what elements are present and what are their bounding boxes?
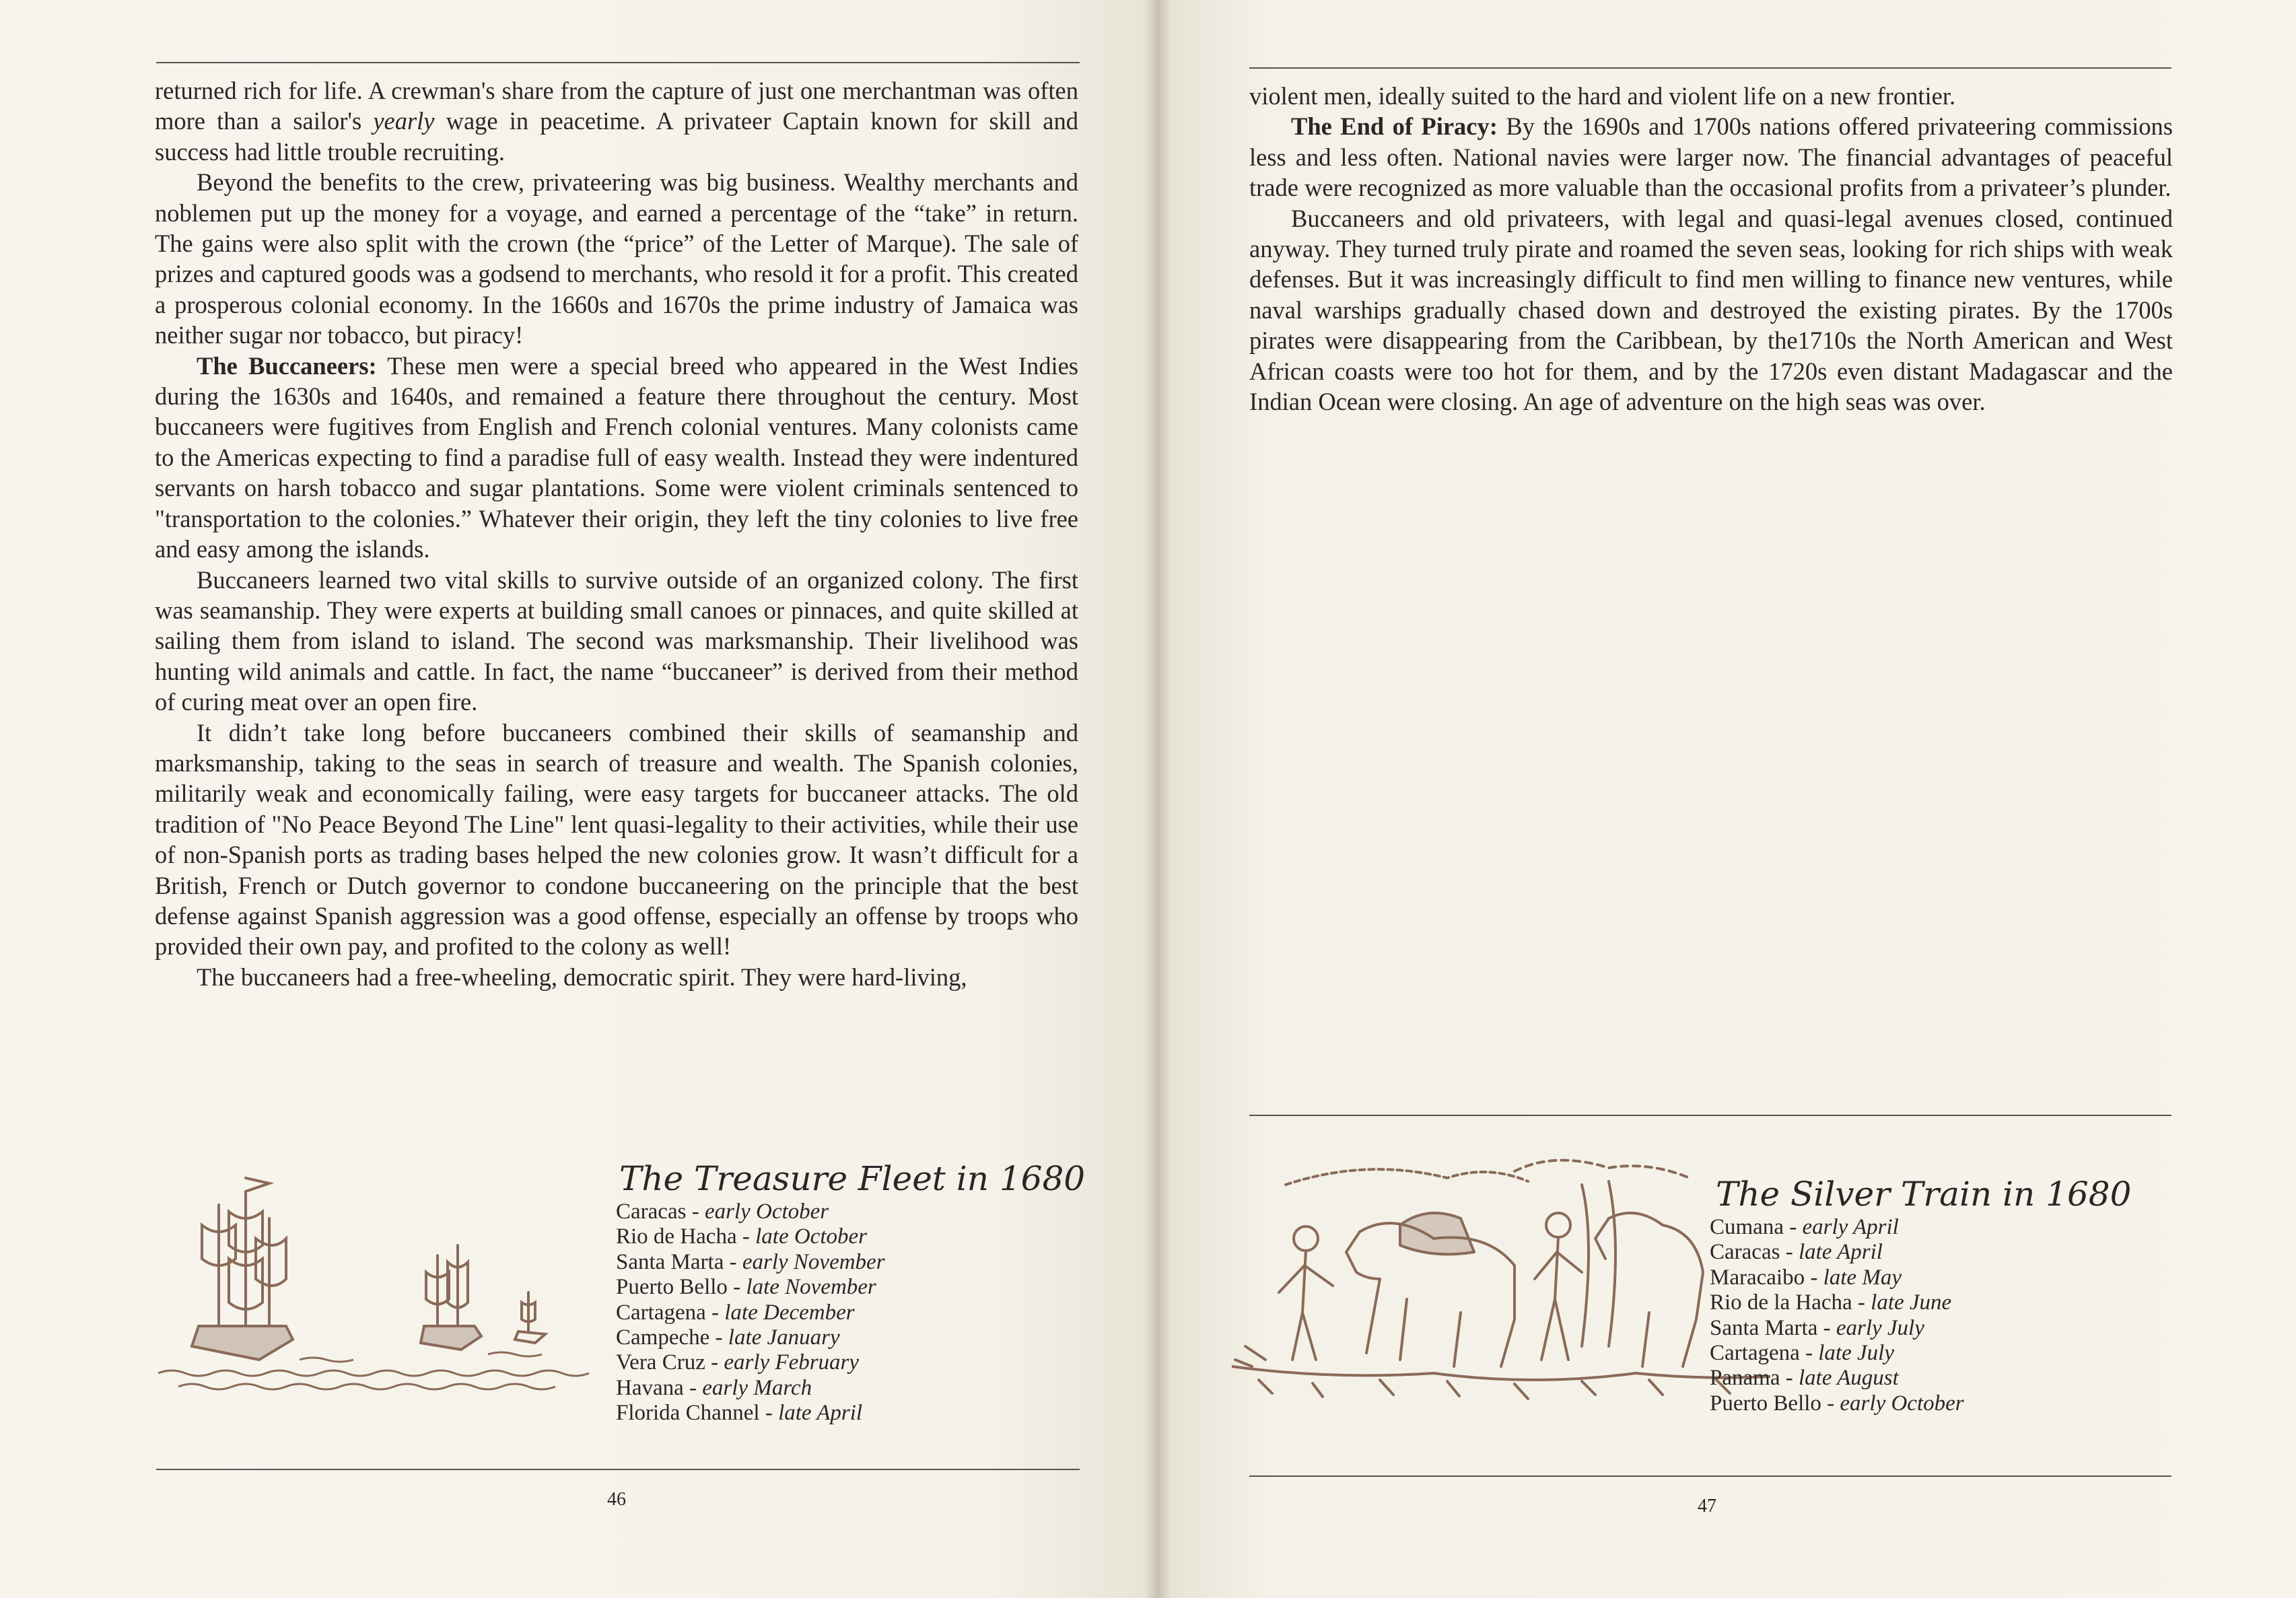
section-heading: The Buccaneers: xyxy=(197,351,377,380)
right-page xyxy=(1155,0,2296,1598)
emphasis: yearly xyxy=(373,107,435,135)
list-item: Santa Marta - early July xyxy=(1710,1315,1924,1340)
paragraph: Buccaneers learned two vital skills to survive outside of an organized colony. The first was seamanship. They were experts at building small canoes or pinnaces, and quite skilled at sailing them from island to island. The second was marksmanship. Their livelihood was hunting wild animals and cattle. In fact, the name “buccaneer” is derived from their method of curing meat over an open fire. xyxy=(155,565,1078,716)
paragraph: violent men, ideally suited to the hard and violent life on a new frontier. xyxy=(1249,82,1956,110)
list-item: Rio de Hacha - late October xyxy=(616,1224,867,1249)
list-item: Puerto Bello - late November xyxy=(616,1275,876,1300)
silver-train-list xyxy=(1710,1215,1964,1416)
paragraph: It didn’t take long before buccaneers combined their skills of seamanship and marksmanship, taking to the seas in search of treasure and wealth. The Spanish colonies, militarily weak and economically failing, were easy targets for buccaneer attacks. The old tradition of "No Peace Beyond The Line" lent quasi-legality to their activities, while their use of non-Spanish ports as trading bases helped the new colonies grow. It wasn’t difficult for a British, French or Dutch governor to condone buccaneering on the principle that the best defense against Spanish aggression was a good offense, especially an offense by troops who provided their own pay, and profited to the colony as well! xyxy=(155,718,1078,961)
paragraph: The Buccaneers: These men were a special breed who appeared in the West Indies during the 1630s and 1640s, and remained a feature there throughout the century. Most buccaneers were fugitives from English and French colonial ventures. Many colonists came to the Americas expecting to find a paradise full of easy wealth. Instead they were indentured servants on harsh tobacco and sugar plantations. Some were violent criminals sentenced to "transportation to the colonies.” Whatever their origin, they left the tiny colonies to live free and easy among the islands. xyxy=(155,351,1078,563)
silver-train-title: The Silver Train in 1680 xyxy=(1716,1175,2132,1214)
list-item: Santa Marta - early November xyxy=(616,1249,885,1274)
list-item: Puerto Bello - early October xyxy=(1710,1391,1964,1416)
paragraph: Buccaneers and old privateers, with legal and quasi-legal avenues closed, continued anyway. They turned truly pirate and roamed the seven seas, looking for rich ships with weak defenses. But it was increasingly difficult to find men willing to finance new ventures, while naval warships gradually chased down and destroyed the existing pirates. By the 1700s pirates were disappearing from the Caribbean, by the1710s the North American and West African coasts were too hot for them, and by the 1720s even distant Madagascar and the Indian Ocean were closing. An age of adventure on the high seas was over. xyxy=(1249,204,2173,416)
book-gutter xyxy=(1144,0,1171,1598)
page-number: 47 xyxy=(1698,1496,1716,1517)
right-body-text xyxy=(1249,81,2173,417)
list-item: Vera Cruz - early February xyxy=(616,1350,860,1375)
list-item: Cartagena - late July xyxy=(1710,1341,1894,1366)
page-number: 46 xyxy=(607,1489,626,1510)
list-item: Havana - early March xyxy=(616,1375,812,1400)
left-body-text xyxy=(155,75,1078,992)
paragraph: Beyond the benefits to the crew, privateering was big business. Wealthy merchants and noblemen put up the money for a voyage, and earned a percentage of the “take” in return. The gains were also split with the crown (the “price” of the Letter of Marque). The sale of prizes and captured goods was a godsend to merchants, who resold it for a profit. This created a prosperous colonial economy. In the 1660s and 1670s the prime industry of Jamaica was neither sugar nor tobacco, but piracy! xyxy=(155,168,1078,349)
list-item: Caracas - late April xyxy=(1710,1240,1883,1265)
list-item: Panama - late August xyxy=(1710,1366,1899,1391)
list-item: Caracas - early October xyxy=(616,1200,829,1224)
list-item: Florida Channel - late April xyxy=(616,1401,863,1426)
bottom-rule xyxy=(156,1469,1080,1470)
treasure-fleet-title: The Treasure Fleet in 1680 xyxy=(619,1159,1086,1198)
mid-rule xyxy=(1249,1115,2171,1116)
section-heading: The End of Piracy: xyxy=(1291,112,1498,141)
list-item: Cumana - early April xyxy=(1710,1215,1899,1239)
list-item: Cartagena - late December xyxy=(616,1300,855,1325)
paragraph: The buccaneers had a free-wheeling, democratic spirit. They were hard-living, xyxy=(197,963,967,991)
top-rule xyxy=(1249,67,2171,69)
bottom-rule xyxy=(1249,1475,2171,1477)
paragraph: returned rich for life. A crewman's share from the capture of just one merchantman was often more than a sailor's yearly wage in peacetime. A privateer Captain known for skill and success had little trouble recruiting. xyxy=(155,77,1078,166)
list-item: Campeche - late January xyxy=(616,1325,840,1350)
top-rule xyxy=(156,62,1080,63)
paragraph: The End of Piracy: By the 1690s and 1700s nations offered privateering commissions less and less often. National navies were larger now. The financial advantages of peaceful trade were recognized as more valuable than the occasional profits from a privateer’s plunder. xyxy=(1249,112,2173,202)
silver-train-illustration xyxy=(1232,1144,1770,1427)
treasure-fleet-list xyxy=(616,1200,885,1426)
list-item: Maracaibo - late May xyxy=(1710,1265,1902,1290)
ships-illustration xyxy=(151,1158,609,1407)
list-item: Rio de la Hacha - late June xyxy=(1710,1290,1952,1315)
